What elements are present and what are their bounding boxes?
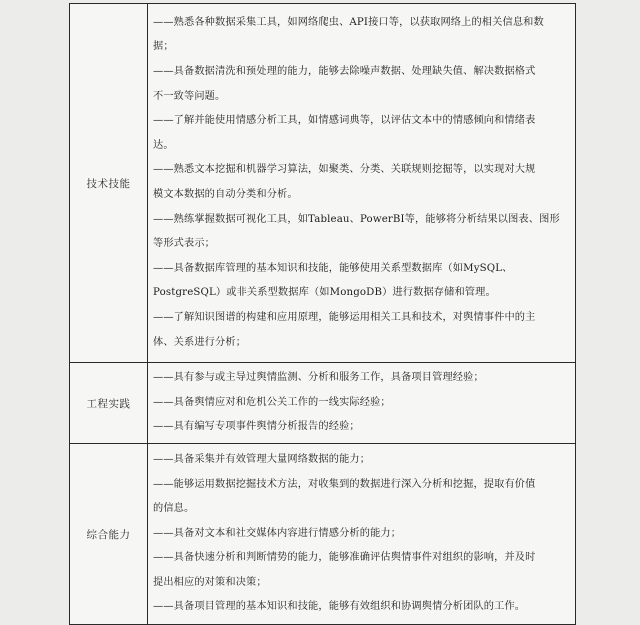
- item-line: ——具有编写专项事件舆情分析报告的经验；: [153, 421, 360, 433]
- item-line: ——熟悉文本挖掘和机器学习算法，如聚类、分类、关联规则挖掘等，以实现对大规: [153, 164, 536, 176]
- item-line: ——熟悉各种数据采集工具，如网络爬虫、API接口等，以获取网络上的相关信息和数: [153, 16, 544, 28]
- category-cell-comprehensive-ability: 综合能力: [70, 444, 148, 625]
- item-line: 达。: [153, 139, 174, 151]
- item-line: ——了解并能使用情感分析工具，如情感词典等，以评估文本中的情感倾向和情绪表: [153, 115, 536, 127]
- item-line: ——具备项目管理的基本知识和技能，能够有效组织和协调舆情分析团队的工作。: [153, 601, 526, 613]
- item-line: ——具有参与或主导过舆情监测、分析和服务工作，具备项目管理经验；: [153, 372, 484, 384]
- item-line: PostgreSQL）或非关系型数据库（如MongoDB）进行数据存储和管理。: [153, 287, 496, 299]
- item-line: ——了解知识图谱的构建和应用原理，能够运用相关工具和技术，对舆情事件中的主: [153, 311, 536, 323]
- item-line: ——具备数据清洗和预处理的能力，能够去除噪声数据、处理缺失值、解决数据格式: [153, 66, 536, 78]
- category-cell-tech-skills: 技术技能: [70, 4, 148, 363]
- requirements-table: [69, 3, 576, 625]
- item-line: ——能够运用数据挖掘技术方法，对收集到的数据进行深入分析和挖掘，提取有价值: [153, 478, 536, 490]
- table-row-engineering-practice: [70, 363, 576, 444]
- item-line: 模文本数据的自动分类和分析。: [153, 189, 298, 200]
- table-row-comprehensive-ability: [70, 444, 576, 625]
- items-cell-tech-skills: [148, 4, 576, 363]
- category-cell-engineering-practice: 工程实践: [70, 363, 148, 444]
- item-line: 不一致等问题。: [153, 90, 226, 102]
- table-row-tech-skills: [70, 4, 576, 363]
- item-line: 据；: [153, 41, 174, 53]
- item-line: 等形式表示；: [153, 238, 216, 250]
- item-line: ——具备对文本和社交媒体内容进行情感分析的能力；: [153, 527, 402, 539]
- item-line: 提出相应的对策和决策；: [153, 576, 267, 588]
- item-line: ——具备舆情应对和危机公关工作的一线实际经验；: [153, 396, 391, 408]
- item-line: ——具备数据库管理的基本知识和技能，能够使用关系型数据库（如MySQL、: [153, 262, 513, 274]
- item-line: ——具备快速分析和判断情势的能力，能够准确评估舆情事件对组织的影响，并及时: [153, 552, 536, 564]
- items-cell-engineering-practice: [148, 363, 576, 444]
- items-cell-comprehensive-ability: [148, 444, 576, 625]
- item-line: 的信息。: [153, 503, 195, 515]
- item-line: ——熟练掌握数据可视化工具，如Tableau、PowerBI等，能够将分析结果以图表、图形: [153, 213, 560, 225]
- item-line: 体、关系进行分析；: [153, 336, 247, 348]
- item-line: ——具备采集并有效管理大量网络数据的能力；: [153, 453, 371, 465]
